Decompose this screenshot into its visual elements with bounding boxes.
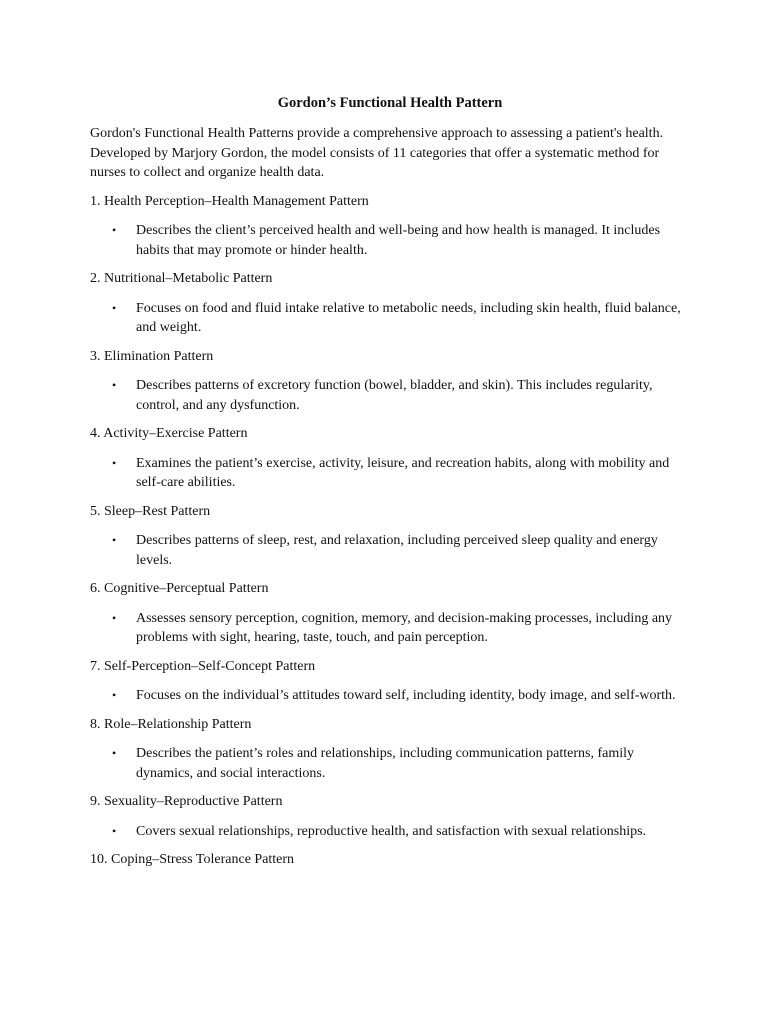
pattern-heading: 10. Coping–Stress Tolerance Pattern [90,852,295,867]
bullet-icon: • [112,823,117,838]
pattern-bullet-list [90,744,690,783]
pattern-section [90,579,690,648]
list-item [90,376,690,415]
list-item [90,686,690,706]
pattern-bullet-list [90,609,690,648]
list-item [90,531,690,570]
pattern-heading: 2. Nutritional–Metabolic Pattern [90,271,273,286]
pattern-heading: 8. Role–Relationship Pattern [90,716,252,732]
document-title: Gordon’s Functional Health Pattern [277,95,503,111]
pattern-section [90,347,690,416]
list-item [90,221,690,260]
pattern-bullet-list [90,376,690,415]
pattern-description: Describes patterns of sleep, rest, and relaxation, including perceived sleep quality and energy levels. [136,533,658,568]
document-page [90,94,690,880]
bullet-icon: • [112,533,117,547]
list-item [90,744,690,783]
list-item [90,822,690,842]
pattern-section [90,715,690,784]
list-item [90,299,690,338]
pattern-list-container [90,192,690,870]
list-item [90,454,690,493]
pattern-bullet-list [90,454,690,493]
bullet-icon: • [112,300,117,315]
pattern-section [90,657,690,706]
bullet-icon: • [112,378,117,392]
pattern-heading: 1. Health Perception–Health Management Pattern [90,193,369,209]
pattern-description: Describes the client’s perceived health and well-being and how health is managed. It includes habits that may promote or hinder health. [136,223,661,258]
pattern-heading: 9. Sexuality–Reproductive Pattern [90,794,283,809]
pattern-section [90,850,690,870]
pattern-section [90,269,690,338]
bullet-icon: • [112,746,117,760]
pattern-section [90,192,690,261]
bullet-icon: • [112,223,117,237]
pattern-bullet-list [90,299,690,338]
pattern-section [90,792,690,841]
bullet-icon: • [112,455,117,470]
pattern-bullet-list [90,686,690,706]
pattern-description: Describes patterns of excretory function (bowel, bladder, and skin). This includes regularity, control, and any dysfunction. [136,378,653,413]
pattern-description: Focuses on the individual’s attitudes toward self, including identity, body image, and self-worth. [136,688,676,703]
pattern-description: Examines the patient’s exercise, activity, leisure, and recreation habits, along with mobility and self-care abilities. [136,455,670,490]
pattern-description: Assesses sensory perception, cognition, memory, and decision-making processes, including any problems with sight, hearing, taste, touch, and pain perception. [136,610,673,645]
pattern-description: Describes the patient’s roles and relationships, including communication patterns, family dynamics, and social interactions. [136,746,635,781]
pattern-section [90,502,690,571]
bullet-icon: • [112,688,117,702]
pattern-heading: 3. Elimination Pattern [90,348,214,364]
list-item [90,609,690,648]
intro-paragraph: Gordon's Functional Health Patterns provide a comprehensive approach to assessing a patient's health. Developed by Marjory Gordon, the model consists of 11 categories that offer a systematic method for nurses to collect and organize health data. [90,126,664,180]
pattern-bullet-list [90,822,690,842]
pattern-description: Covers sexual relationships, reproductive health, and satisfaction with sexual relationships. [136,823,647,839]
bullet-icon: • [112,610,117,625]
pattern-heading: 6. Cognitive–Perceptual Pattern [90,581,269,596]
pattern-description: Focuses on food and fluid intake relative to metabolic needs, including skin health, fluid balance, and weight. [136,300,681,335]
pattern-heading: 4. Activity–Exercise Pattern [90,426,248,441]
pattern-heading: 7. Self-Perception–Self-Concept Pattern [90,658,316,674]
pattern-bullet-list [90,221,690,260]
pattern-bullet-list [90,531,690,570]
pattern-heading: 5. Sleep–Rest Pattern [90,503,211,519]
pattern-section [90,424,690,493]
